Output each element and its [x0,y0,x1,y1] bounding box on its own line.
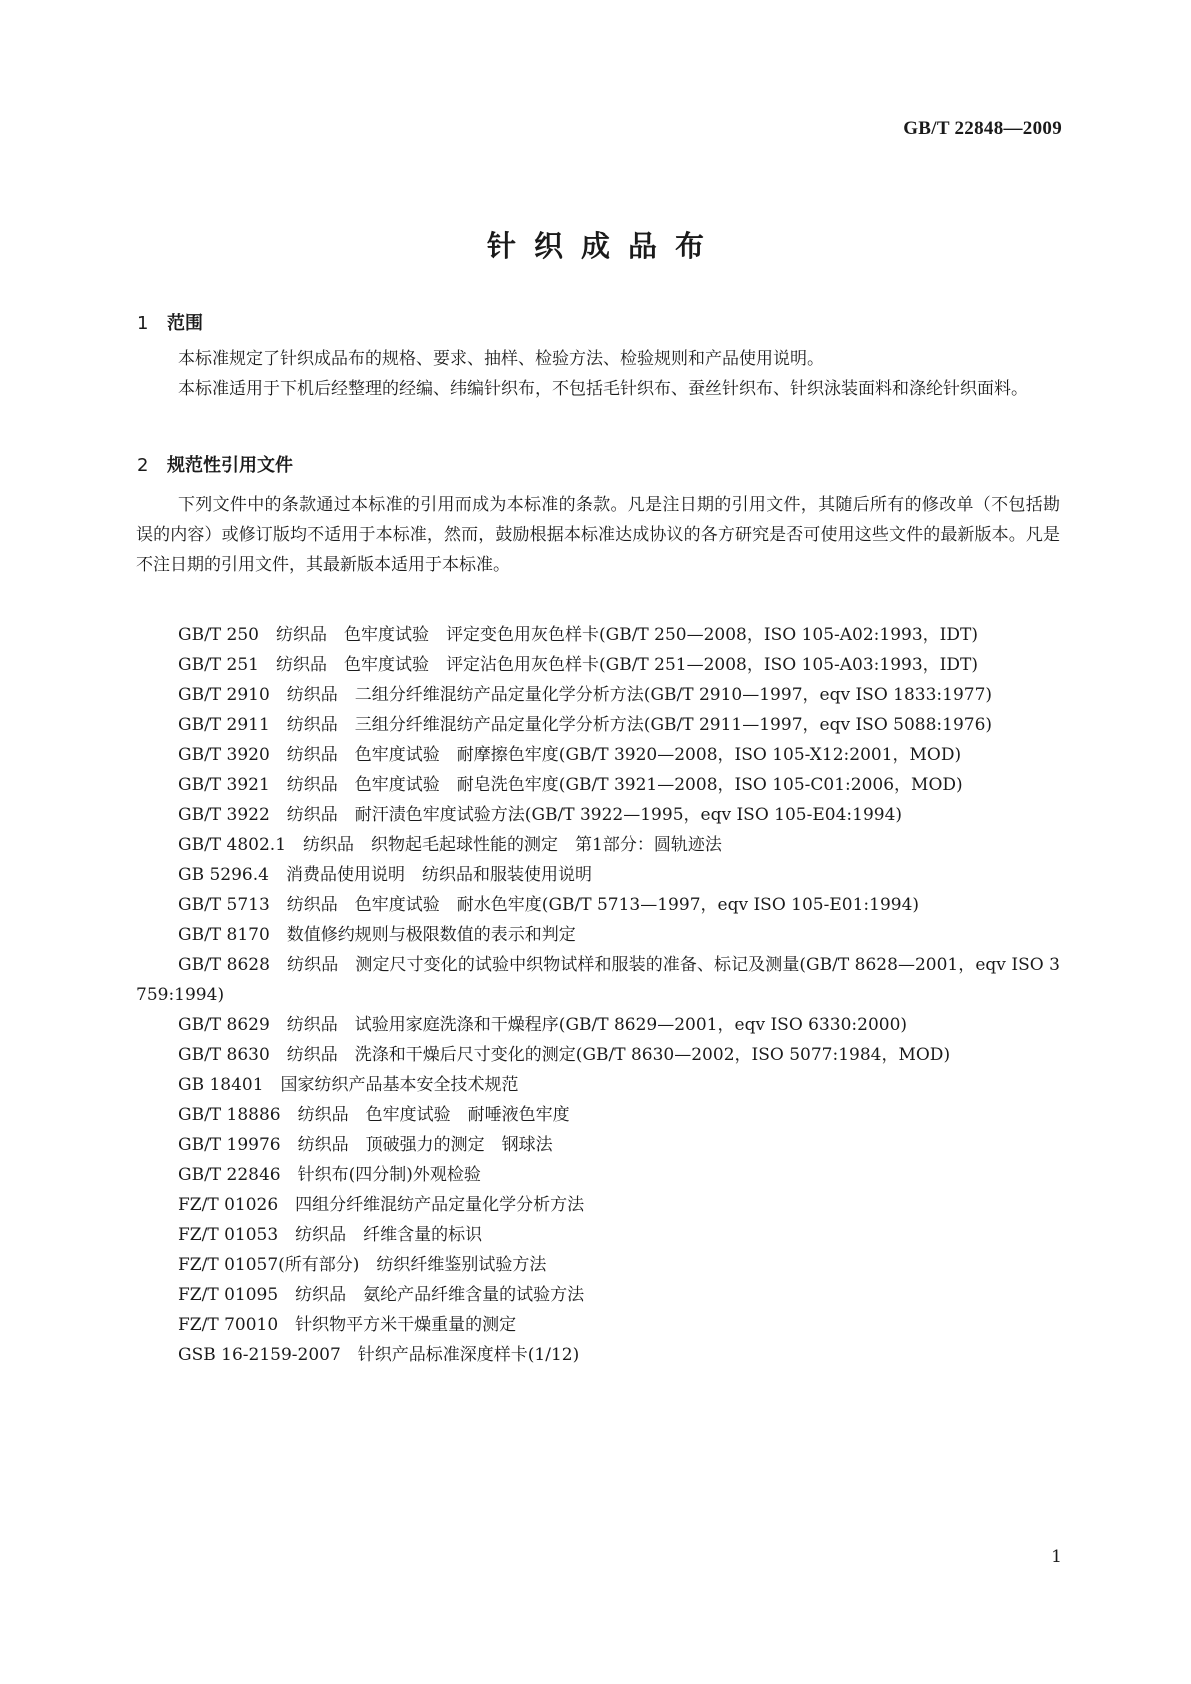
reference-item: GB/T 5713 纺织品 色牢度试验 耐水色牢度(GB/T 5713—1997，eqv ISO 105-E01:1994) [178,895,920,915]
section-heading-scope [137,309,203,335]
reference-item: GB/T 8629 纺织品 试验用家庭洗涤和干燥程序(GB/T 8629—2001，eqv ISO 6330:2000) [178,1015,908,1035]
references-intro [136,490,1060,580]
reference-item: GB/T 2911 纺织品 三组分纤维混纺产品定量化学分析方法(GB/T 2911—1997，eqv ISO 5088:1976) [178,715,993,735]
reference-item: FZ/T 01095 纺织品 氨纶产品纤维含量的试验方法 [178,1285,585,1305]
reference-item: GSB 16-2159-2007 针织产品标准深度样卡(1/12) [178,1345,580,1365]
reference-item: GB/T 8628 纺织品 测定尺寸变化的试验中织物试样和服装的准备、标记及测量(GB/T 8628—2001，eqv ISO 3759:1994) [136,955,1060,1005]
reference-item: GB/T 18886 纺织品 色牢度试验 耐唾液色牢度 [178,1105,570,1125]
scope-paragraph: 本标准规定了针织成品布的规格、要求、抽样、检验方法、检验规则和产品使用说明。 [178,349,824,369]
reference-item: GB/T 8170 数值修约规则与极限数值的表示和判定 [178,925,576,945]
reference-item: GB/T 251 纺织品 色牢度试验 评定沾色用灰色样卡(GB/T 251—2008，ISO 105-A03:1993，IDT) [178,655,978,675]
reference-item: GB/T 3921 纺织品 色牢度试验 耐皂洗色牢度(GB/T 3921—2008，ISO 105-C01:2006，MOD) [178,775,963,795]
reference-item: FZ/T 01053 纺织品 纤维含量的标识 [178,1225,483,1245]
reference-item: GB/T 19976 纺织品 顶破强力的测定 钢球法 [178,1135,553,1155]
reference-item: GB 5296.4 消费品使用说明 纺织品和服装使用说明 [178,865,592,885]
section-heading-normative-references [137,451,293,477]
reference-item: FZ/T 70010 针织物平方米干燥重量的测定 [178,1315,517,1335]
reference-item: GB/T 3922 纺织品 耐汗渍色牢度试验方法(GB/T 3922—1995，eqv ISO 105-E04:1994) [178,805,903,825]
section-number: 1 [137,313,149,334]
scope-paragraph: 本标准适用于下机后经整理的经编、纬编针织布，不包括毛针织布、蚕丝针织布、针织泳装面料和涤纶针织面料。 [178,379,1028,399]
document-title: 针织成品布 [486,229,722,263]
reference-item: GB/T 2910 纺织品 二组分纤维混纺产品定量化学分析方法(GB/T 2910—1997，eqv ISO 1833:1977) [178,685,993,705]
references-intro-paragraph: 下列文件中的条款通过本标准的引用而成为本标准的条款。凡是注日期的引用文件，其随后所有的修改单（不包括勘误的内容）或修订版均不适用于本标准，然而，鼓励根据本标准达成协议的各方研究是否可使用这些文件的最新版本。凡是不注日期的引用文件，其最新版本适用于本标准。 [136,495,1060,575]
reference-item: GB/T 3920 纺织品 色牢度试验 耐摩擦色牢度(GB/T 3920—2008，ISO 105-X12:2001，MOD) [178,745,962,765]
scope-body [136,344,1060,404]
section-title: 规范性引用文件 [167,455,293,476]
section-number: 2 [137,455,149,476]
reference-item: GB/T 22846 针织布(四分制)外观检验 [178,1165,481,1185]
page-number: 1 [1051,1547,1062,1567]
reference-item: GB/T 250 纺织品 色牢度试验 评定变色用灰色样卡(GB/T 250—2008，ISO 105-A02:1993，IDT) [178,625,978,645]
reference-item: FZ/T 01057(所有部分) 纺织纤维鉴别试验方法 [178,1255,547,1275]
reference-item: GB/T 8630 纺织品 洗涤和干燥后尺寸变化的测定(GB/T 8630—2002，ISO 5077:1984，MOD) [178,1045,951,1065]
section-title: 范围 [167,313,203,334]
reference-item: GB/T 4802.1 纺织品 织物起毛起球性能的测定 第1部分：圆轨迹法 [178,835,722,855]
standard-code: GB/T 22848—2009 [903,118,1062,139]
reference-list [136,620,1060,1370]
reference-item: GB 18401 国家纺织产品基本安全技术规范 [178,1075,519,1095]
reference-item: FZ/T 01026 四组分纤维混纺产品定量化学分析方法 [178,1195,585,1215]
